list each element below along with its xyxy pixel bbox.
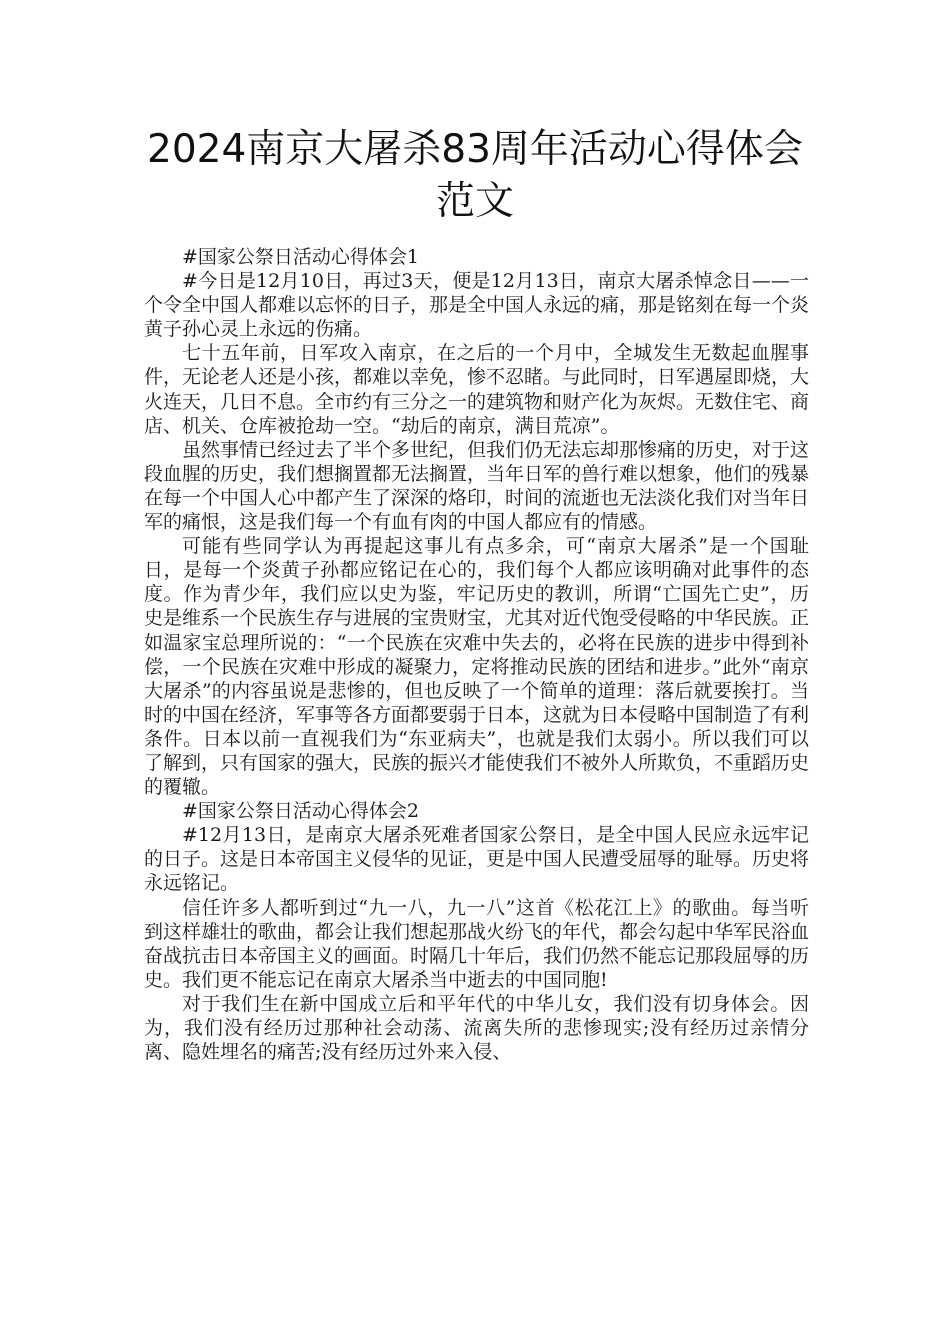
paragraph: #今日是12月10日，再过3天，便是12月13日，南京大屠杀悼念日——一个令全中国人都难以忘怀的日子，那是全中国人永远的痛，那是铭刻在每一个炎黄子孙心灵上永远的伤痛。 [144, 270, 810, 341]
page-title [100, 124, 850, 228]
paragraph: #12月13日，是南京大屠杀死难者国家公祭日，是全中国人民应永远牢记的日子。这是日本帝国主义侵华的见证，更是中国人民遭受屈辱的耻辱。历史将永远铭记。 [144, 824, 810, 895]
paragraph: 对于我们生在新中国成立后和平年代的中华儿女，我们没有切身体会。因为，我们没有经历过那种社会动荡、流离失所的悲惨现实;没有经历过亲情分离、隐姓埋名的痛苦;没有经历过外来入侵、 [144, 992, 809, 1064]
section-heading: #国家公祭日活动心得体会2 [182, 800, 420, 823]
section-heading: #国家公祭日活动心得体会1 [182, 246, 420, 268]
document-body [144, 245, 809, 1064]
paragraph: 虽然事情已经过去了半个多世纪，但我们仍无法忘却那惨痛的历史，对于这段血腥的历史，我们想搁置都无法搁置，当年日军的兽行难以想象，他们的残暴在每一个中国人心中都产生了深深的烙印，时间的流逝也无法淡化我们对当年日军的痛恨，这是我们每一个有血有肉的中国人都应有的情感。 [144, 438, 810, 534]
paragraph: 信任许多人都听到过“九一八，九一八”这首《松花江上》的歌曲。每当听到这样雄壮的歌曲，都会让我们想起那战火纷飞的年代，都会勾起中华军民浴血奋战抗击日本帝国主义的画面。时隔几十年后，我们仍然不能忘记那段屈辱的历史。我们更不能忘记在南京大屠杀当中逝去的中国同胞! [144, 896, 810, 991]
title-line-2: 范文 [435, 179, 514, 224]
paragraph: 可能有些同学认为再提起这事儿有点多余，可“南京大屠杀”是一个国耻日，是每一个炎黄子孙都应铭记在心的，我们每个人都应该明确对此事件的态度。作为青少年，我们应以史为鉴，牢记历史的教训，所谓“亡国先亡史”，历史是维系一个民族生存与进展的宝贵财宝，尤其对近代饱受侵略的中华民族。正如温家宝总理所说的：“一个民族在灾难中失去的，必将在民族的进步中得到补偿，一个民族在灾难中形成的凝聚力，定将推动民族的团结和进步。”此外“南京大屠杀”的内容虽说是悲惨的，但也反映了一个简单的道理：落后就要挨打。当时的中国在经济，军事等各方面都要弱于日本，这就为日本侵略中国制造了有利条件。日本以前一直视我们为“东亚病夫”，也就是我们太弱小。所以我们可以了解到，只有国家的强大，民族的振兴才能使我们不被外人所欺负，不重蹈历史的覆辙。 [144, 535, 810, 799]
title-line-1: 2024南京大屠杀83周年活动心得体会 [147, 127, 803, 172]
paragraph: 七十五年前，日军攻入南京，在之后的一个月中，全城发生无数起血腥事件，无论老人还是小孩，都难以幸免，惨不忍睹。与此同时，日军遇屋即烧，大火连天，几日不息。全市约有三分之一的建筑物和财产化为灰烬。无数住宅、商店、机关、仓库被抢劫一空。“劫后的南京，满目荒凉”。 [144, 342, 810, 437]
